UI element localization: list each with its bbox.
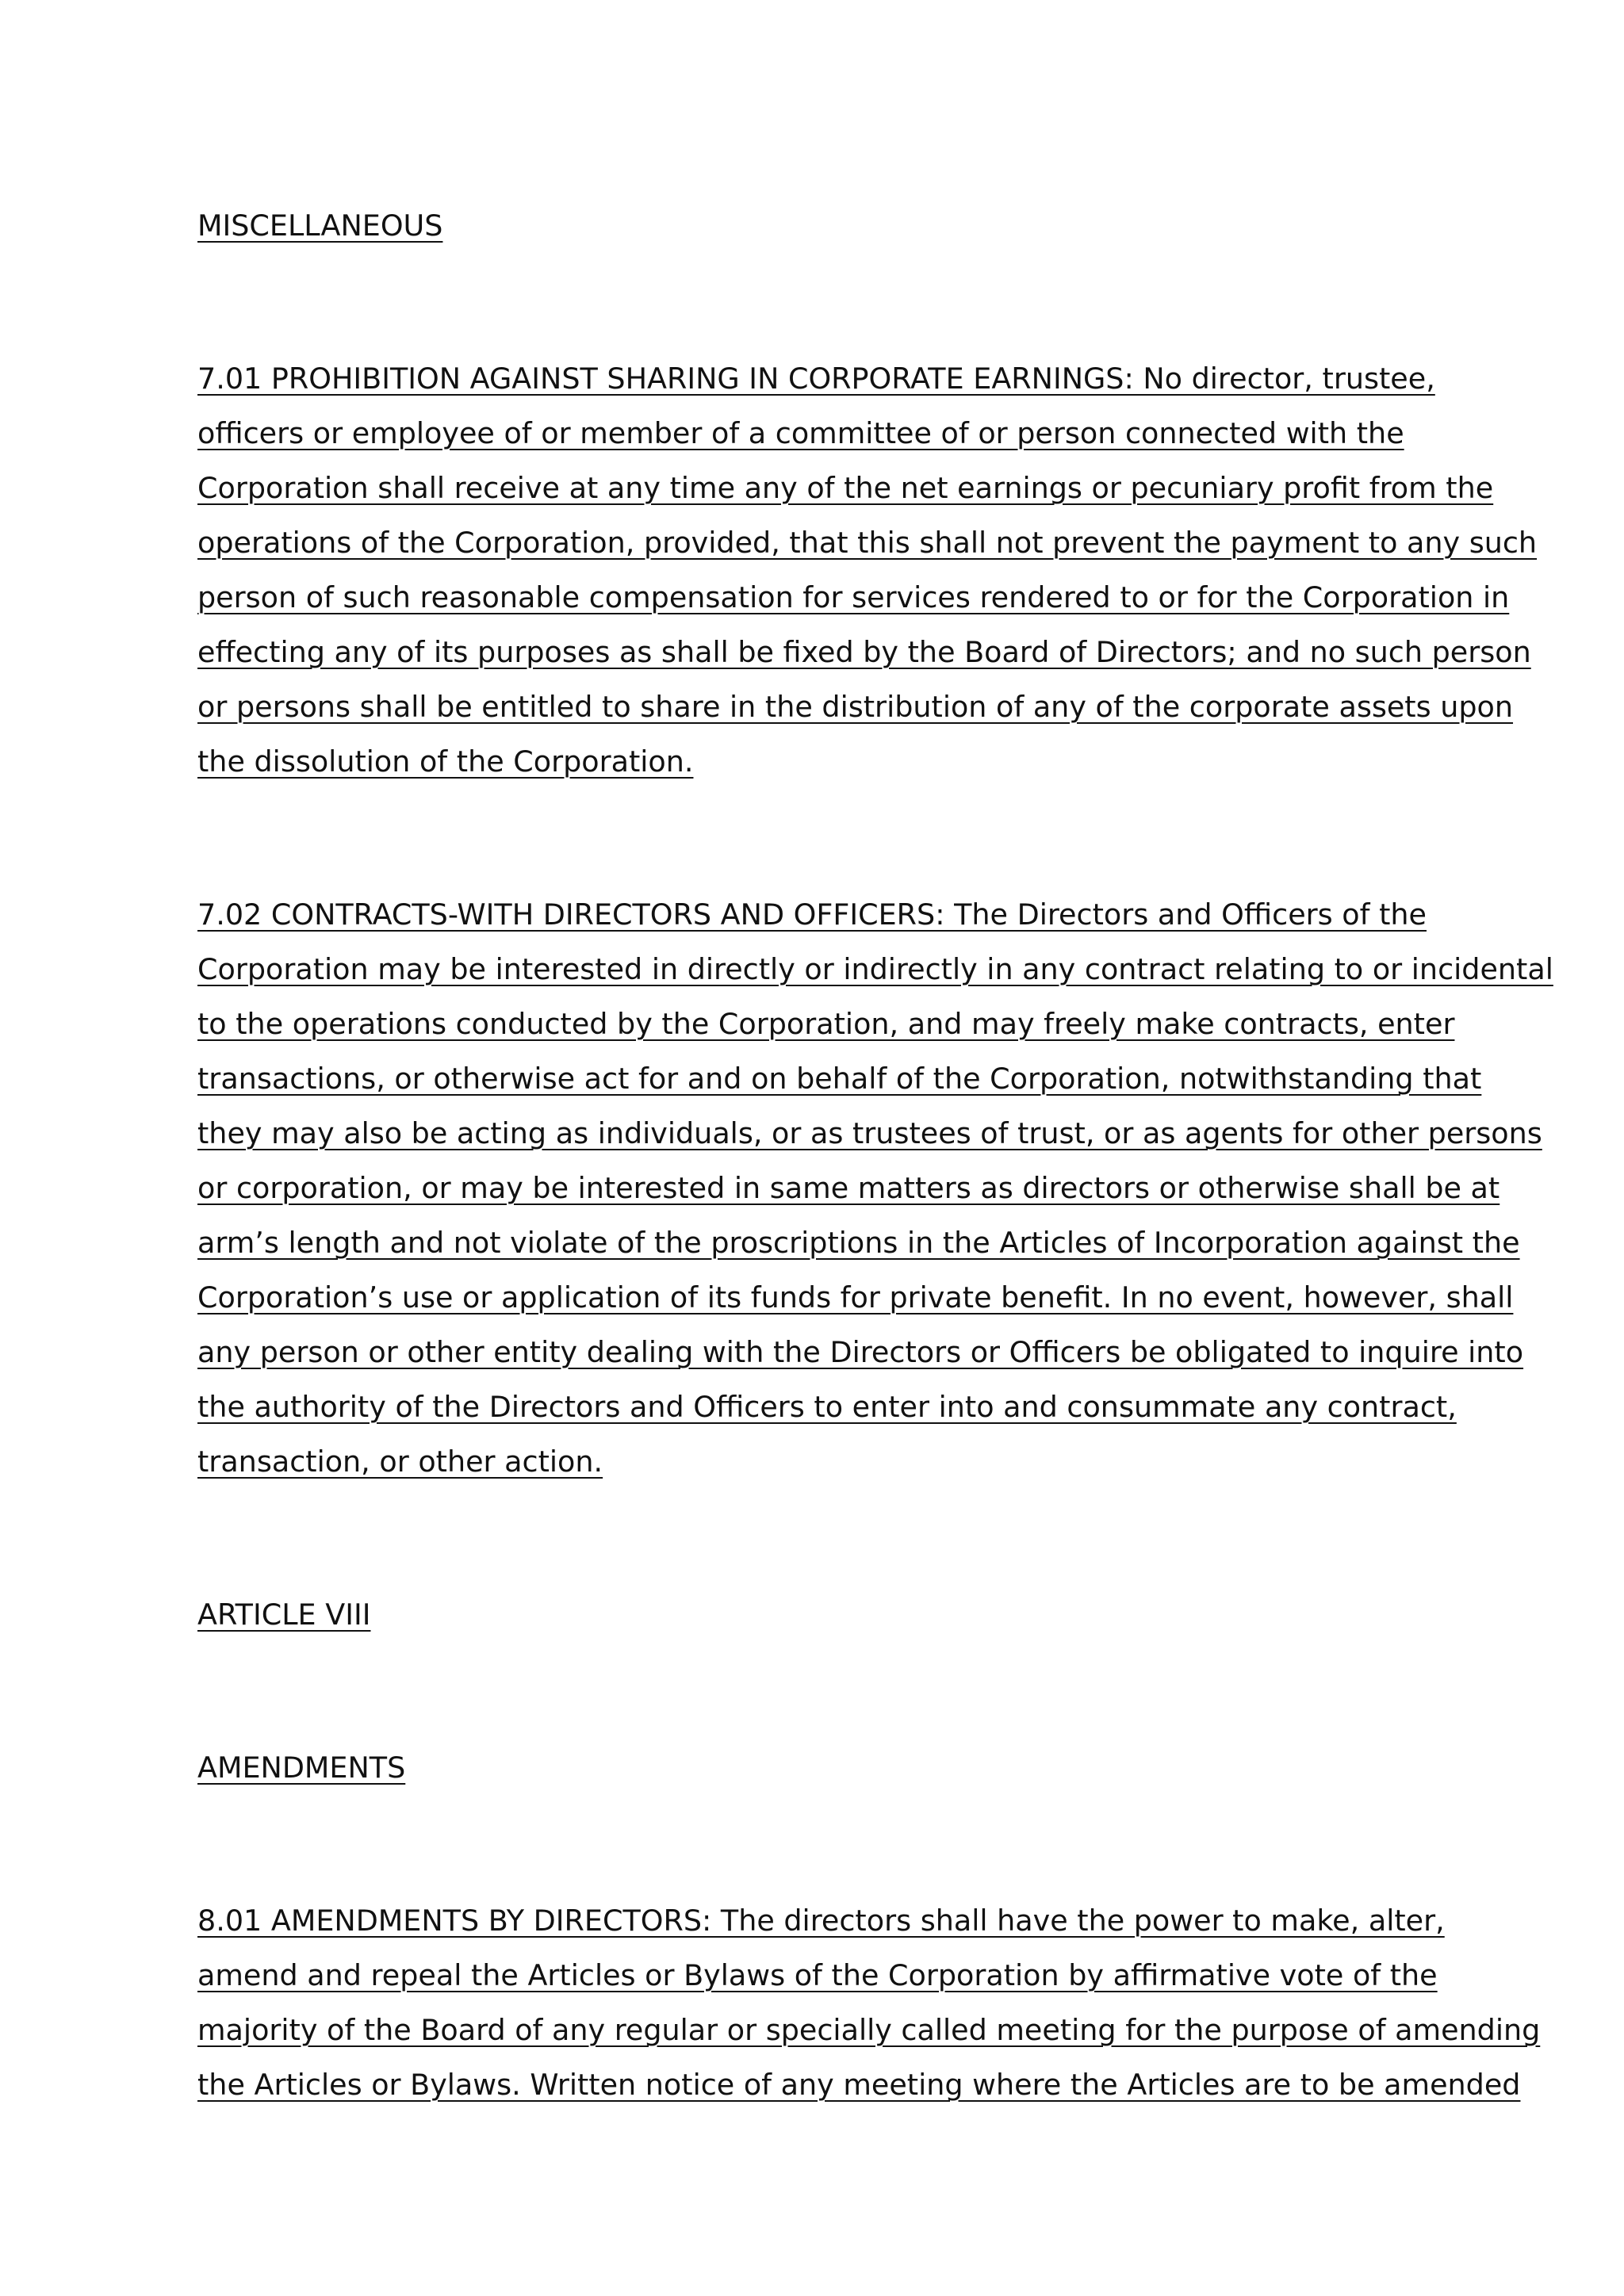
section-7-01-line: 7.01 PROHIBITION AGAINST SHARING IN CORPORATE EARNINGS: No director, trustee, [197, 362, 1435, 396]
section-7-02-line: to the operations conducted by the Corporation, and may freely make contracts, enter [197, 1007, 1455, 1041]
section-8-01-line: 8.01 AMENDMENTS BY DIRECTORS: The directors shall have the power to make, alter, [197, 1904, 1445, 1938]
section-7-01-line: officers or employee of or member of a committee of or person connected with the [197, 416, 1404, 450]
section-7-02-line: they may also be acting as individuals, or as trustees of trust, or as agents for other persons [197, 1116, 1542, 1150]
section-7-02-line: or corporation, or may be interested in same matters as directors or otherwise shall be at [197, 1171, 1500, 1205]
section-7-02-line: Corporation’s use or application of its funds for private benefit. In no event, however, shall [197, 1280, 1514, 1314]
section-7-02-line: 7.02 CONTRACTS-WITH DIRECTORS AND OFFICERS: The Directors and Officers of the [197, 897, 1427, 932]
section-7-01-line: Corporation shall receive at any time any of the net earnings or pecuniary profit from the [197, 471, 1494, 505]
section-7-02-line: Corporation may be interested in directly or indirectly in any contract relating to or incidental [197, 952, 1553, 986]
section-8-01-line: amend and repeal the Articles or Bylaws of the Corporation by affirmative vote of the [197, 1958, 1438, 1992]
section-7-02-line: arm’s length and not violate of the proscriptions in the Articles of Incorporation against the [197, 1226, 1520, 1260]
heading-article-viii: ARTICLE VIII [197, 1598, 371, 1632]
section-7-02-line: transactions, or otherwise act for and on behalf of the Corporation, notwithstanding that [197, 1062, 1482, 1096]
section-7-02-line: transaction, or other action. [197, 1445, 603, 1479]
section-7-01-line: operations of the Corporation, provided, that this shall not prevent the payment to any such [197, 526, 1538, 560]
heading-amendments: AMENDMENTS [197, 1751, 406, 1785]
heading-miscellaneous: MISCELLANEOUS [197, 209, 443, 243]
section-7-01-line: effecting any of its purposes as shall be fixed by the Board of Directors; and no such person [197, 635, 1531, 669]
section-8-01-line: the Articles or Bylaws. Written notice of any meeting where the Articles are to be amended [197, 2068, 1521, 2102]
section-7-01-line: person of such reasonable compensation for services rendered to or for the Corporation in [197, 580, 1510, 614]
section-7-02 [197, 887, 1553, 1489]
section-7-01 [197, 351, 1538, 789]
document-body [197, 198, 1553, 2112]
section-7-02-line: any person or other entity dealing with the Directors or Officers be obligated to inquire into [197, 1335, 1524, 1369]
section-8-01-line: majority of the Board of any regular or specially called meeting for the purpose of amending [197, 2013, 1541, 2047]
section-7-01-line: the dissolution of the Corporation. [197, 744, 694, 779]
section-7-02-line: the authority of the Directors and Officers to enter into and consummate any contract, [197, 1390, 1457, 1424]
section-8-01 [197, 1893, 1541, 2112]
section-7-01-line: or persons shall be entitled to share in the distribution of any of the corporate assets upon [197, 690, 1514, 724]
